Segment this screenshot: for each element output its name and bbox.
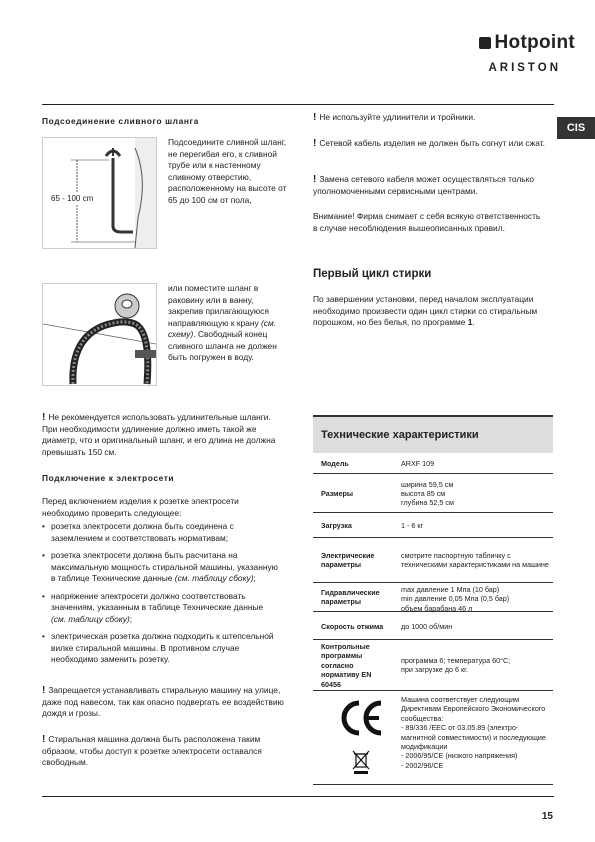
language-tab-cis: CIS bbox=[557, 117, 595, 139]
ce-mark bbox=[339, 699, 383, 737]
warning-outdoor: ! Запрещается устанавливать стиральную машину на улице, даже под навесом, так как опасно подвергать ее воздействию дождя и грозы. bbox=[42, 685, 284, 718]
electric-checklist bbox=[42, 521, 280, 672]
warning-cable-replacement: ! Замена сетевого кабеля может осуществляться только уполномоченными сервисными центрами. bbox=[313, 174, 535, 196]
electric-heading: Подключение к электросети bbox=[42, 473, 175, 483]
drain-heading: Подсоединение сливного шланга bbox=[42, 116, 199, 126]
spec-key: Гидравлические параметры bbox=[321, 588, 380, 607]
weee-bin-mark bbox=[351, 749, 371, 775]
spec-key: Загрузка bbox=[321, 521, 352, 530]
first-wash-heading: Первый цикл стирки bbox=[313, 268, 432, 280]
spec-key: Скорость отжима bbox=[321, 621, 384, 631]
ariston-logo: ARISTON bbox=[488, 62, 561, 74]
list-item: • электрическая розетка должна подходить к штепсельной вилке стиральной машины. В противном случае необходимо заменить розетку. bbox=[42, 631, 280, 666]
ce-icon bbox=[339, 699, 383, 737]
spec-value: ARXF 109 bbox=[401, 459, 435, 468]
first-wash-text: По завершении установки, перед началом эксплуатации необходимо произвести один цикл стирки со стиральным порошком, но без белья, по программе 1. bbox=[313, 294, 538, 327]
spec-value: смотрите паспортную табличку с техническими характеристиками на машине bbox=[401, 551, 549, 570]
drain-text-sink: или поместите шланг в раковину или в ванну, закрепив прилагающуюся направляющую к крану (см. схему). Свободный конец сливного шланга не должен быть погружен в воду. bbox=[168, 283, 277, 362]
crossed-bin-icon bbox=[351, 749, 371, 775]
spec-key: Размеры bbox=[321, 489, 354, 498]
drain-sink-diagram bbox=[42, 283, 157, 386]
warning-icon: ! bbox=[313, 138, 317, 149]
top-divider bbox=[42, 104, 554, 105]
warning-socket-access: ! Стиральная машина должна быть расположена таким образом, чтобы доступ к розетке электросети оставался свободным. bbox=[42, 734, 262, 767]
bottom-divider bbox=[42, 796, 554, 797]
list-item: • розетка электросети должна быть расчитана на максимальную мощность стиральной машины, указанную в таблице Технические данные (см. таблицу сбоку); bbox=[42, 550, 280, 585]
warning-icon: ! bbox=[313, 174, 317, 185]
spec-row bbox=[313, 453, 553, 474]
spec-key: Модель bbox=[321, 459, 349, 468]
warning-icon: ! bbox=[42, 412, 46, 423]
logo-mark-icon bbox=[479, 37, 491, 49]
warning-extension-hoses: ! Не рекомендуется использовать удлинительные шланги. При необходимости удлинение должно иметь такой же диаметр, что и оригинальный шланг, и его длина не должна превышать 150 см. bbox=[42, 412, 276, 457]
drain-wall-diagram bbox=[42, 137, 157, 249]
spec-row bbox=[313, 538, 553, 583]
spec-row bbox=[313, 612, 553, 640]
spec-value: ширина 59,5 см высота 85 см глубина 52,5 см bbox=[401, 479, 454, 508]
spec-row bbox=[313, 640, 553, 691]
hotpoint-logo: Hotpoint bbox=[479, 32, 575, 54]
spec-row-ce bbox=[313, 691, 553, 785]
spec-row bbox=[313, 513, 553, 538]
spec-key: Контрольные программы согласно нормативу EN 60456 bbox=[321, 642, 372, 689]
sink-drain-illustration bbox=[43, 284, 156, 385]
warning-no-extensions: ! Не используйте удлинители и тройники. bbox=[313, 112, 476, 123]
spec-value: программа 6; температура 60°С; при загрузке до 6 кг. bbox=[401, 656, 511, 675]
list-item: • напряжение электросети должно соответствовать значениям, указанным в таблице Технические данные (см. таблицу сбоку); bbox=[42, 591, 280, 626]
spec-value: max давление 1 Мпа (10 бар) min давление 0,05 Мпа (0,5 бар) объем барабана 46 л bbox=[401, 585, 510, 613]
spec-row bbox=[313, 474, 553, 513]
warning-icon: ! bbox=[42, 685, 46, 696]
warning-icon: ! bbox=[313, 112, 317, 123]
warning-icon: ! bbox=[42, 734, 46, 745]
height-dimension-label: 65 - 100 cm bbox=[51, 194, 94, 203]
warning-cable-bent: ! Сетевой кабель изделия не должен быть согнут или сжат. bbox=[313, 138, 545, 149]
list-item: • розетка электросети должна быть соединена с заземлением и соответствовать нормативам; bbox=[42, 521, 280, 544]
spec-value: до 1000 об/мин bbox=[401, 621, 453, 631]
liability-note: Внимание! Фирма снимает с себя всякую ответственность в случае несоблюдения вышеописанных правил. bbox=[313, 211, 541, 233]
ce-compliance-text: Машина соответствует следующим Директивам Европейского Экономического сообщества: - 89/336 /EEC от 03.05.89 (электро-магнитной совместимости) и последующие модификации - 2006/95/CE (низкого напряжения) - 2002/96/CE bbox=[401, 695, 546, 770]
spec-value: 1 - 6 кг bbox=[401, 521, 424, 530]
spec-row bbox=[313, 583, 553, 612]
electric-intro: Перед включением изделия к розетке электросети необходимо проверить следующее: bbox=[42, 496, 239, 518]
spec-table-title: Технические характеристики bbox=[313, 415, 553, 453]
page-number: 15 bbox=[541, 811, 553, 822]
spec-key: Электрические параметры bbox=[321, 551, 375, 570]
drain-text-wall: Подсоедините сливной шланг, не перегибая его, к сливной трубе или к настенному сливному отверстию, расположенному на высоте от 65 до 100 см от пола, bbox=[168, 137, 287, 205]
